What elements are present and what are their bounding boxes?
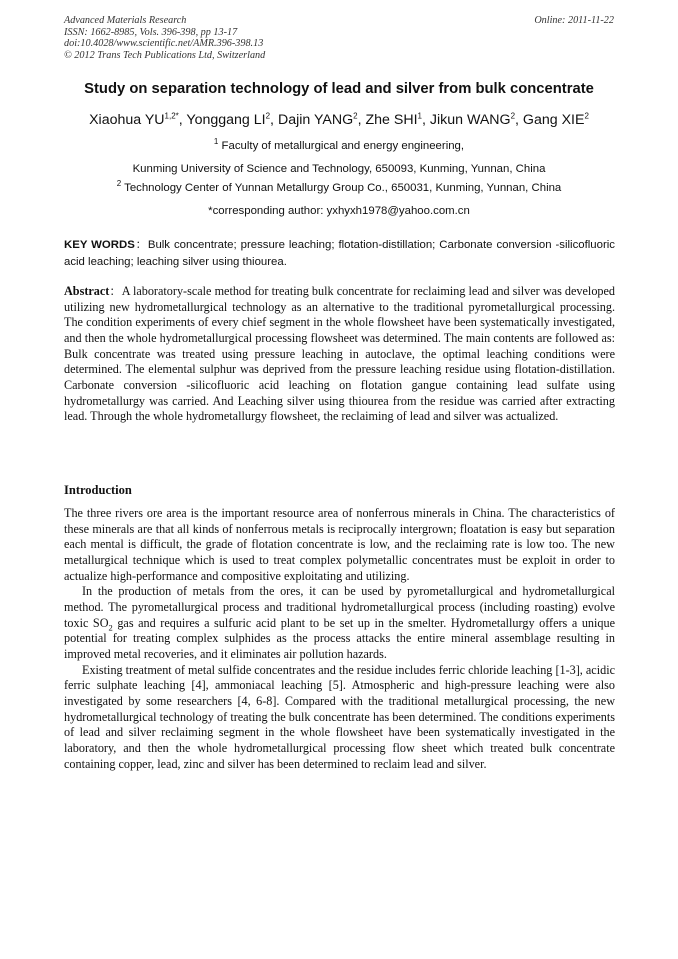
author-name: Zhe SHI xyxy=(365,112,418,128)
paragraph xyxy=(64,584,615,662)
author-name: Dajin YANG xyxy=(277,112,354,128)
author-separator: , xyxy=(357,112,362,128)
corresponding-author: *corresponding author: yxhyxh1978@yahoo.com.cn xyxy=(208,205,470,217)
paragraph-text: In the production of metals from the ores, it can be used by pyrometallurgical and hydrometallurgical method. The pyrometallurgical process and traditional hydrometallurgical process (including roasting) evolve toxic SO xyxy=(64,584,615,630)
affiliation-text: Technology Center of Yunnan Metallurgy Group Co., 650031, Kunming, Yunnan, China xyxy=(124,182,562,194)
paragraph-text: gas and requires a sulfuric acid plant to be set up in the smelter. Hydrometallurgy offers a unique potential for treating complex sulphides as the process attacks the entire mineral assemblage resulting in improved metal recoveries, and it eliminates air pollution hazards. xyxy=(64,615,615,661)
paper-title: Study on separation technology of lead and silver from bulk concentrate xyxy=(84,81,594,97)
author-separator: , xyxy=(421,112,426,128)
author-name: Yonggang LI xyxy=(186,112,266,128)
abstract-separator: ： xyxy=(109,284,122,298)
journal-header xyxy=(64,15,265,61)
paragraph: Existing treatment of metal sulfide concentrates and the residue includes ferric chloride leaching [1-3], acidic ferric sulphate leaching [4], ammoniacal leaching [5]. Atmospheric and high-pressure leaching were also investigated by some researchers [4, 6-8]. Compared with the traditional metallurgical processing, the new hydrometallurgical technology of treating the bulk concentrate has been determined. The conditions experiments of lead and silver reclaiming segment in the whole flowsheet have been systematically investigated in the laboratory, and then the whole hydrometallurgical processing flow sheet which treated bulk concentrate containing copper, lead, zinc and silver has been determined to reclaim lead and silver. xyxy=(64,662,615,771)
issn-line: ISSN: 1662-8985, Vols. 396-398, pp 13-17 xyxy=(64,26,238,38)
author-separator: , xyxy=(178,112,183,128)
affiliation-text: Faculty of metallurgical and energy engineering, xyxy=(221,140,465,152)
keywords-label: KEY WORDS xyxy=(64,239,135,251)
author-separator: , xyxy=(270,112,274,128)
keywords-text: Bulk concentrate; pressure leaching; flotation-distillation; Carbonate conversion -silicofluoric acid leaching; leaching silver using thiourea. xyxy=(64,239,615,268)
online-date: Online: 2011-11-22 xyxy=(534,15,614,26)
copyright-line: © 2012 Trans Tech Publications Ltd, Switzerland xyxy=(64,49,266,61)
keywords xyxy=(64,237,615,271)
paragraph: The three rivers ore area is the important resource area of nonferrous minerals in China. The characteristics of these minerals are that all kinds of nonferrous metals is reciprocally intergrown; floatation is easy but separation each mental is difficult, the grade of flotation concentrate is low, and the reclaiming rate is low too. The new metallurgical technique which is used to treat complex polymetallic concentrates must be exploit in order to actualize high-performance and compositive exploitating and utilizing. xyxy=(64,506,615,583)
affiliation-1 xyxy=(40,139,638,153)
introduction-body xyxy=(64,506,615,772)
author-affiliation-mark: 2 xyxy=(510,111,516,121)
author-name: Jikun WANG xyxy=(429,112,511,128)
abstract xyxy=(64,284,615,425)
author-name: Xiaohua YU xyxy=(89,112,165,128)
author-affiliation-mark: 1 xyxy=(417,111,422,121)
abstract-label: Abstract xyxy=(64,284,110,298)
journal-name: Advanced Materials Research xyxy=(64,15,187,26)
author-affiliation-mark: 2 xyxy=(584,111,589,121)
affiliation-mark: 1 xyxy=(213,137,219,147)
author-affiliation-mark: 2 xyxy=(265,111,271,121)
author-affiliation-mark: 1,2* xyxy=(164,111,179,121)
keywords-separator: ： xyxy=(134,239,148,251)
affiliation-2 xyxy=(40,181,638,195)
author-separator: , xyxy=(515,112,519,128)
section-heading-introduction: Introduction xyxy=(64,483,132,497)
author-list xyxy=(40,111,638,129)
affiliation-mark: 2 xyxy=(116,179,122,189)
affiliation-1-address: Kunming University of Science and Technology, 650093, Kunming, Yunnan, China xyxy=(132,163,546,175)
author-affiliation-mark: 2 xyxy=(353,111,358,121)
abstract-text: A laboratory-scale method for treating bulk concentrate for reclaiming lead and silver was developed utilizing new hydrometallurgical technology as an alternative to the traditional pyrometallurgical processing. The condition experiments of every chief segment in the whole flowsheet have been systematically investigated, and then the whole hydrometallurgical processing flowsheet was determined. The main contents are followed as: Bulk concentrate was treated using pressure leaching in autoclave, the optimal leaching conditions were determined. The elemental sulphur was deprived from the pressure leaching residue using flotation-distillation. Carbonate conversion -silicofluoric acid leaching on flotation gangue containing lead sulfate using hydrometallurgy was carried. And Leaching silver using thiourea from the residue was carried after extracting lead. Through the whole hydrometallurgy flowsheet, the reclaiming of lead and silver was actualized. xyxy=(64,284,616,424)
doi-line: doi:10.4028/www.scientific.net/AMR.396-398.13 xyxy=(64,38,264,50)
subscript: 2 xyxy=(108,622,113,633)
author-name: Gang XIE xyxy=(522,112,585,128)
